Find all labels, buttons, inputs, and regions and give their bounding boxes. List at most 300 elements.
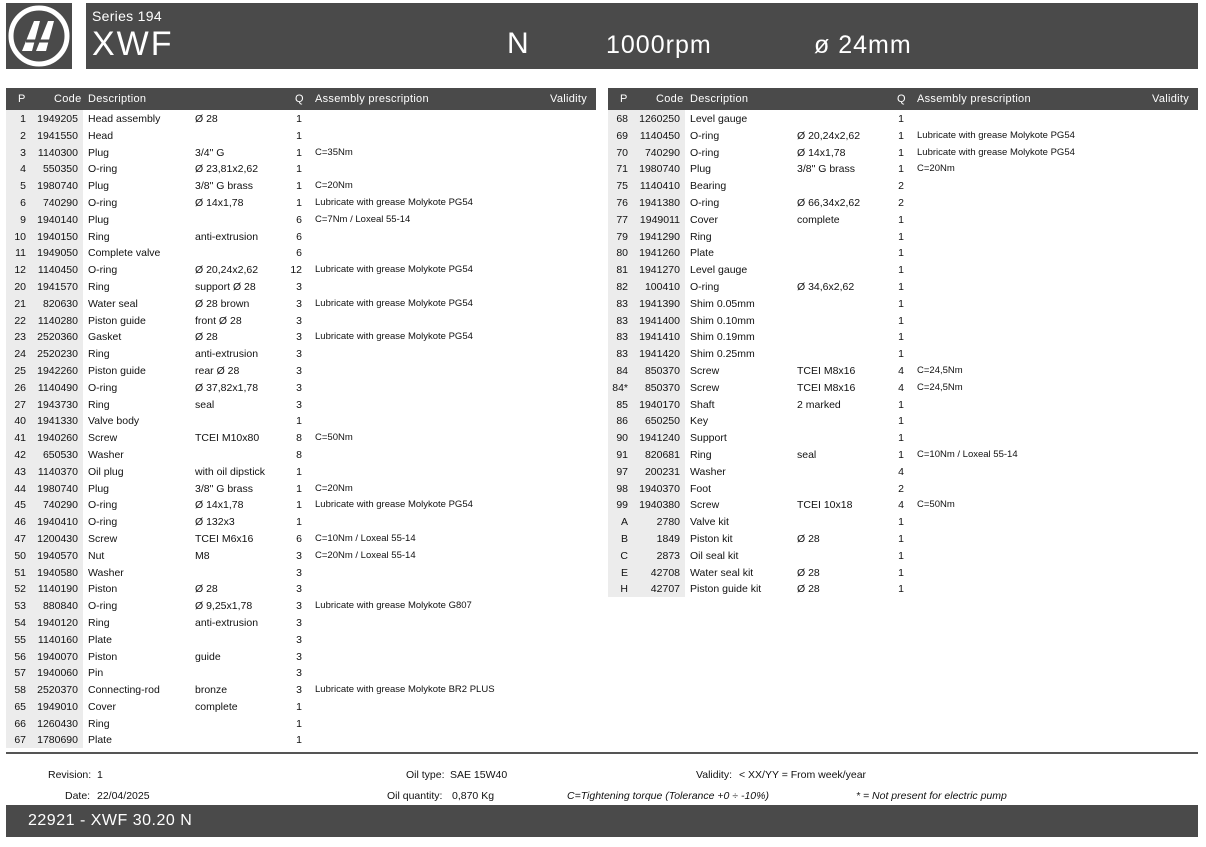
cell-description: Bearing	[690, 180, 727, 193]
cell-spec: TCEI M8x16	[797, 381, 856, 394]
table-row	[608, 580, 1198, 597]
cell-description: Support	[690, 432, 727, 445]
cell-code: 1260430	[37, 717, 78, 730]
table-row	[6, 362, 596, 379]
cell-description: Piston kit	[690, 532, 733, 545]
footer-bar	[6, 805, 1198, 837]
col-assembly: Assembly prescription	[917, 93, 1031, 105]
cell-p: 1	[20, 113, 26, 125]
table-row	[608, 513, 1198, 530]
cell-spec: Ø 34,6x2,62	[797, 280, 855, 293]
col-p: P	[620, 93, 628, 105]
cell-p: 79	[616, 230, 628, 243]
cell-p: 46	[14, 516, 26, 529]
cell-description: Plug	[88, 180, 110, 193]
cell-assembly: Lubricate with grease Molykote PG54	[917, 129, 1075, 141]
cell-description: Water seal kit	[690, 566, 754, 579]
cell-p: 91	[616, 448, 628, 461]
table-row	[6, 631, 596, 648]
cell-q: 8	[296, 448, 302, 461]
cell-q: 1	[898, 297, 904, 310]
table-row	[608, 312, 1198, 329]
table-row	[6, 295, 596, 312]
cell-description: Screw	[690, 364, 720, 377]
cell-q: 3	[296, 381, 302, 394]
cell-code: 1849	[656, 532, 680, 545]
cell-code: 1941390	[639, 297, 680, 310]
cell-description: Ring	[88, 616, 110, 629]
cell-q: 1	[296, 129, 302, 142]
cell-code: 820630	[42, 297, 78, 310]
cell-q: 1	[898, 280, 904, 293]
cell-description: Oil seal kit	[690, 549, 739, 562]
table-row	[6, 564, 596, 581]
table-row	[608, 530, 1198, 547]
cell-code: 42707	[650, 583, 680, 596]
validity-value: < XX/YY = From week/year	[739, 769, 867, 781]
cell-p: 98	[616, 482, 628, 495]
header-bar	[86, 3, 1198, 69]
cell-p: 52	[14, 583, 26, 596]
table-row	[608, 328, 1198, 345]
table-row	[6, 715, 596, 732]
cell-spec: Ø 14x1,78	[195, 499, 244, 512]
col-validity: Validity	[550, 93, 588, 105]
cell-assembly: C=20Nm	[315, 482, 353, 494]
cell-description: Ring	[88, 348, 110, 361]
cell-q: 1	[898, 566, 904, 579]
cell-code: 1140160	[37, 633, 78, 646]
cell-p: 57	[14, 667, 26, 680]
cell-p: 71	[616, 163, 628, 176]
cell-code: 1140190	[37, 583, 78, 596]
cell-assembly: C=35Nm	[315, 146, 353, 158]
date-value: 22/04/2025	[97, 790, 150, 802]
cell-description: O-ring	[690, 280, 720, 293]
cell-q: 2	[898, 196, 904, 209]
cell-spec: M8	[195, 549, 210, 562]
cell-q: 1	[898, 549, 904, 562]
cell-code: 850370	[644, 364, 680, 377]
cell-assembly: C=20Nm	[917, 163, 955, 175]
cell-spec: anti-extrusion	[195, 230, 259, 243]
cell-description: Ring	[690, 230, 712, 243]
cell-q: 3	[296, 297, 302, 310]
cell-q: 3	[296, 549, 302, 562]
cell-q: 1	[296, 415, 302, 428]
cell-code: 1940580	[37, 566, 78, 579]
cell-q: 1	[296, 146, 302, 159]
torque-note: C=Tightening torque (Tolerance +0 ÷ -10%)	[567, 790, 769, 802]
cell-code: 1943730	[37, 398, 78, 411]
cell-q: 1	[898, 516, 904, 529]
cell-spec: Ø 28	[797, 583, 820, 596]
cell-q: 6	[296, 247, 302, 260]
cell-q: 3	[296, 331, 302, 344]
table-row	[6, 513, 596, 530]
table-row	[6, 731, 596, 748]
cell-spec: Ø 28	[797, 566, 820, 579]
cell-description: Plug	[88, 482, 110, 495]
cell-q: 3	[296, 583, 302, 596]
table-row	[608, 261, 1198, 278]
cell-q: 8	[296, 432, 302, 445]
table-row	[6, 429, 596, 446]
cell-q: 1	[898, 113, 904, 125]
cell-p: 83	[616, 331, 628, 344]
cell-description: Ring	[690, 448, 712, 461]
cell-spec: Ø 20,24x2,62	[797, 129, 861, 142]
cell-description: Cover	[88, 700, 117, 713]
cell-q: 3	[296, 280, 302, 293]
cell-q: 3	[296, 650, 302, 663]
cell-p: 44	[14, 482, 26, 495]
table-row	[6, 144, 596, 161]
cell-p: 24	[14, 348, 26, 361]
cell-p: 23	[14, 331, 26, 344]
cell-spec: rear Ø 28	[195, 364, 240, 377]
col-q: Q	[295, 93, 304, 105]
cell-p: 12	[14, 264, 26, 277]
cell-code: 1940410	[37, 516, 78, 529]
oil-type-label: Oil type:	[406, 769, 445, 781]
cell-assembly: C=20Nm / Loxeal 55-14	[315, 549, 416, 561]
cell-spec: 3/8" G brass	[195, 482, 254, 495]
cell-description: Screw	[690, 499, 720, 512]
table-row	[608, 345, 1198, 362]
cell-description: Shim 0.19mm	[690, 331, 755, 344]
cell-spec: Ø 14x1,78	[797, 146, 846, 159]
cell-p: 65	[14, 700, 26, 713]
cell-spec: Ø 28	[195, 583, 218, 596]
cell-code: 850370	[644, 381, 680, 394]
cell-p: 75	[616, 180, 628, 193]
cell-code: 1940060	[37, 667, 78, 680]
table-row	[608, 463, 1198, 480]
cell-code: 1949050	[37, 247, 78, 260]
cell-code: 2520360	[37, 331, 78, 344]
cell-p: 66	[14, 717, 26, 730]
table-row	[6, 228, 596, 245]
cell-p: 2	[20, 129, 26, 142]
cell-description: Connecting-rod	[88, 684, 160, 697]
table-row	[608, 211, 1198, 228]
cell-p: 20	[14, 280, 26, 293]
cell-q: 3	[296, 566, 302, 579]
cell-p: 67	[14, 734, 26, 747]
cell-spec: bronze	[195, 684, 228, 697]
table-row	[608, 412, 1198, 429]
cell-description: Cover	[690, 213, 719, 226]
table-row	[6, 597, 596, 614]
table-row	[6, 396, 596, 413]
table-row	[608, 244, 1198, 261]
col-description: Description	[88, 93, 147, 105]
table-row	[608, 547, 1198, 564]
cell-q: 1	[898, 432, 904, 445]
cell-q: 1	[296, 700, 302, 713]
cell-p: 86	[616, 415, 628, 428]
table-row	[6, 160, 596, 177]
cell-description: O-ring	[690, 146, 720, 159]
cell-description: Plate	[690, 247, 714, 260]
cell-q: 3	[296, 600, 302, 613]
cell-p: 40	[14, 415, 26, 428]
table-row	[6, 648, 596, 665]
table-row	[6, 446, 596, 463]
cell-description: Head assembly	[88, 113, 161, 125]
table-row	[608, 160, 1198, 177]
cell-description: Head	[88, 129, 114, 142]
cell-spec: Ø 20,24x2,62	[195, 264, 259, 277]
cell-p: E	[620, 566, 628, 579]
cell-p: 27	[14, 398, 26, 411]
cell-p: 68	[616, 113, 628, 125]
cell-spec: anti-extrusion	[195, 348, 259, 361]
cell-description: Piston guide	[88, 314, 146, 327]
cell-spec: Ø 66,34x2,62	[797, 196, 861, 209]
cell-code: 1980740	[639, 163, 680, 176]
cell-assembly: Lubricate with grease Molykote PG54	[917, 146, 1075, 158]
cell-q: 1	[898, 331, 904, 344]
cell-code: 2520370	[37, 684, 78, 697]
cell-description: Gasket	[88, 331, 122, 344]
cell-code: 1940150	[37, 230, 78, 243]
cell-assembly: Lubricate with grease Molykote PG54	[315, 499, 473, 511]
cell-description: Piston guide kit	[690, 583, 762, 596]
cell-p: 6	[20, 196, 26, 209]
table-row	[6, 480, 596, 497]
logo-icon	[6, 3, 72, 69]
table-row	[608, 295, 1198, 312]
cell-p: 83	[616, 314, 628, 327]
cell-p: 45	[14, 499, 26, 512]
cell-q: 1	[296, 499, 302, 512]
cell-assembly: Lubricate with grease Molykote G807	[315, 600, 472, 612]
cell-description: O-ring	[88, 163, 118, 176]
cell-q: 1	[898, 314, 904, 327]
brand-logo	[6, 3, 72, 69]
cell-assembly: C=50Nm	[917, 499, 955, 511]
cell-description: Screw	[88, 432, 118, 445]
validity-label: Validity:	[696, 769, 732, 781]
cell-p: C	[620, 549, 628, 562]
cell-description: Valve kit	[690, 516, 729, 529]
cell-code: 1780690	[37, 734, 78, 747]
cell-p: 55	[14, 633, 26, 646]
cell-assembly: Lubricate with grease Molykote PG54	[315, 196, 473, 208]
table-row	[608, 228, 1198, 245]
cell-q: 2	[898, 482, 904, 495]
cell-spec: TCEI M10x80	[195, 432, 260, 445]
table-row	[6, 312, 596, 329]
cell-code: 1941270	[639, 264, 680, 277]
cell-p: 83	[616, 348, 628, 361]
cell-q: 1	[898, 247, 904, 260]
cell-code: 550350	[42, 163, 78, 176]
cell-spec: TCEI M8x16	[797, 364, 856, 377]
cell-assembly: C=7Nm / Loxeal 55-14	[315, 213, 411, 225]
cell-spec: front Ø 28	[195, 314, 242, 327]
cell-q: 4	[898, 381, 904, 394]
table-row	[6, 110, 596, 127]
cell-code: 650250	[644, 415, 680, 428]
cell-code: 1940570	[37, 549, 78, 562]
table-row	[6, 580, 596, 597]
cell-code: 1941420	[639, 348, 680, 361]
table-row	[6, 278, 596, 295]
table-row	[6, 194, 596, 211]
cell-description: Shim 0.25mm	[690, 348, 755, 361]
table-row	[6, 463, 596, 480]
cell-p: 3	[20, 146, 26, 159]
cell-q: 1	[296, 717, 302, 730]
cell-spec: 2 marked	[797, 398, 841, 411]
revision-value: 1	[97, 769, 103, 781]
cell-code: 2780	[656, 516, 680, 529]
cell-q: 1	[898, 230, 904, 243]
cell-p: 9	[20, 213, 26, 226]
cell-assembly: C=20Nm	[315, 180, 353, 192]
table-row	[6, 412, 596, 429]
cell-p: 84*	[612, 381, 628, 394]
cell-spec: Ø 28	[195, 113, 218, 125]
cell-spec: anti-extrusion	[195, 616, 259, 629]
table-row	[608, 362, 1198, 379]
table-row	[608, 127, 1198, 144]
cell-description: Piston	[88, 650, 118, 663]
cell-description: Complete valve	[88, 247, 161, 260]
cell-spec: guide	[195, 650, 221, 663]
cell-description: Foot	[690, 482, 712, 495]
cell-p: 11	[15, 247, 26, 260]
cell-p: 4	[20, 163, 26, 176]
table-header	[6, 88, 596, 110]
cell-description: Washer	[88, 566, 124, 579]
cell-p: 77	[616, 213, 628, 226]
cell-p: A	[620, 516, 628, 529]
cell-q: 1	[898, 146, 904, 159]
cell-assembly: C=24,5Nm	[917, 364, 963, 376]
cell-q: 3	[296, 364, 302, 377]
cell-p: 56	[14, 650, 26, 663]
cell-q: 6	[296, 230, 302, 243]
cell-p: 76	[616, 196, 628, 209]
cell-code: 2520230	[37, 348, 78, 361]
cell-p: 47	[14, 532, 26, 545]
col-code: Code	[54, 93, 82, 105]
cell-p: 26	[14, 381, 26, 394]
cell-description: Screw	[88, 532, 118, 545]
table-row	[6, 345, 596, 362]
cell-spec: 3/4" G	[195, 146, 225, 159]
cell-code: 1940140	[37, 213, 78, 226]
cell-description: O-ring	[88, 600, 118, 613]
table-body	[608, 110, 1198, 597]
cell-spec: Ø 9,25x1,78	[195, 600, 253, 613]
cell-spec: TCEI 10x18	[797, 499, 853, 512]
cell-description: O-ring	[690, 196, 720, 209]
cell-code: 1940260	[37, 432, 78, 445]
cell-code: 2873	[656, 549, 680, 562]
cell-description: Shim 0.10mm	[690, 314, 755, 327]
table-row	[6, 177, 596, 194]
table-row	[6, 211, 596, 228]
electric-pump-note: * = Not present for electric pump	[856, 790, 1007, 802]
cell-code: 1941330	[37, 415, 78, 428]
cell-q: 1	[296, 482, 302, 495]
cell-code: 1140490	[37, 381, 78, 394]
cell-spec: Ø 28 brown	[195, 297, 250, 310]
cell-p: 84	[616, 364, 628, 377]
cell-code: 1980740	[37, 180, 78, 193]
oil-type-value: SAE 15W40	[450, 769, 508, 781]
cell-p: 54	[14, 616, 26, 629]
cell-description: Valve body	[88, 415, 140, 428]
table-row	[608, 429, 1198, 446]
table-row	[6, 547, 596, 564]
cell-p: 70	[616, 146, 628, 159]
cell-code: 740290	[644, 146, 680, 159]
cell-q: 3	[296, 684, 302, 697]
cell-code: 1941380	[639, 196, 680, 209]
cell-code: 1940370	[639, 482, 680, 495]
table-row	[608, 379, 1198, 396]
cell-code: 1940380	[639, 499, 680, 512]
cell-code: 1942260	[37, 364, 78, 377]
table-row	[6, 664, 596, 681]
table-row	[6, 261, 596, 278]
cell-p: 43	[14, 465, 26, 478]
table-row	[608, 496, 1198, 513]
table-row	[608, 564, 1198, 581]
cell-spec: with oil dipstick	[195, 465, 266, 478]
cell-description: Pin	[88, 667, 104, 680]
cell-p: 50	[14, 549, 26, 562]
cell-assembly: C=10Nm / Loxeal 55-14	[917, 448, 1018, 460]
cell-q: 4	[898, 364, 904, 377]
cell-code: 880840	[42, 600, 78, 613]
cell-code: 1941570	[37, 280, 78, 293]
cell-q: 3	[296, 398, 302, 411]
cell-q: 1	[898, 415, 904, 428]
cell-code: 1940120	[37, 616, 78, 629]
table-row	[608, 177, 1198, 194]
cell-p: 21	[14, 297, 26, 310]
cell-code: 200231	[644, 465, 680, 478]
footer-divider	[6, 752, 1198, 754]
cell-description: Plug	[690, 163, 712, 176]
cell-p: 5	[20, 180, 26, 193]
cell-description: Shim 0.05mm	[690, 297, 755, 310]
variant-label: N	[507, 27, 529, 60]
table-row	[6, 614, 596, 631]
table-row	[6, 530, 596, 547]
cell-code: 1980740	[37, 482, 78, 495]
cell-code: 1140410	[639, 180, 680, 193]
cell-q: 12	[290, 264, 302, 277]
cell-description: Ring	[88, 398, 110, 411]
cell-code: 1260250	[639, 113, 680, 125]
cell-code: 740290	[42, 196, 78, 209]
cell-spec: complete	[195, 700, 238, 713]
table-row	[6, 244, 596, 261]
cell-q: 1	[898, 448, 904, 461]
cell-q: 6	[296, 213, 302, 226]
cell-spec: Ø 14x1,78	[195, 196, 244, 209]
table-row	[6, 681, 596, 698]
cell-q: 3	[296, 314, 302, 327]
